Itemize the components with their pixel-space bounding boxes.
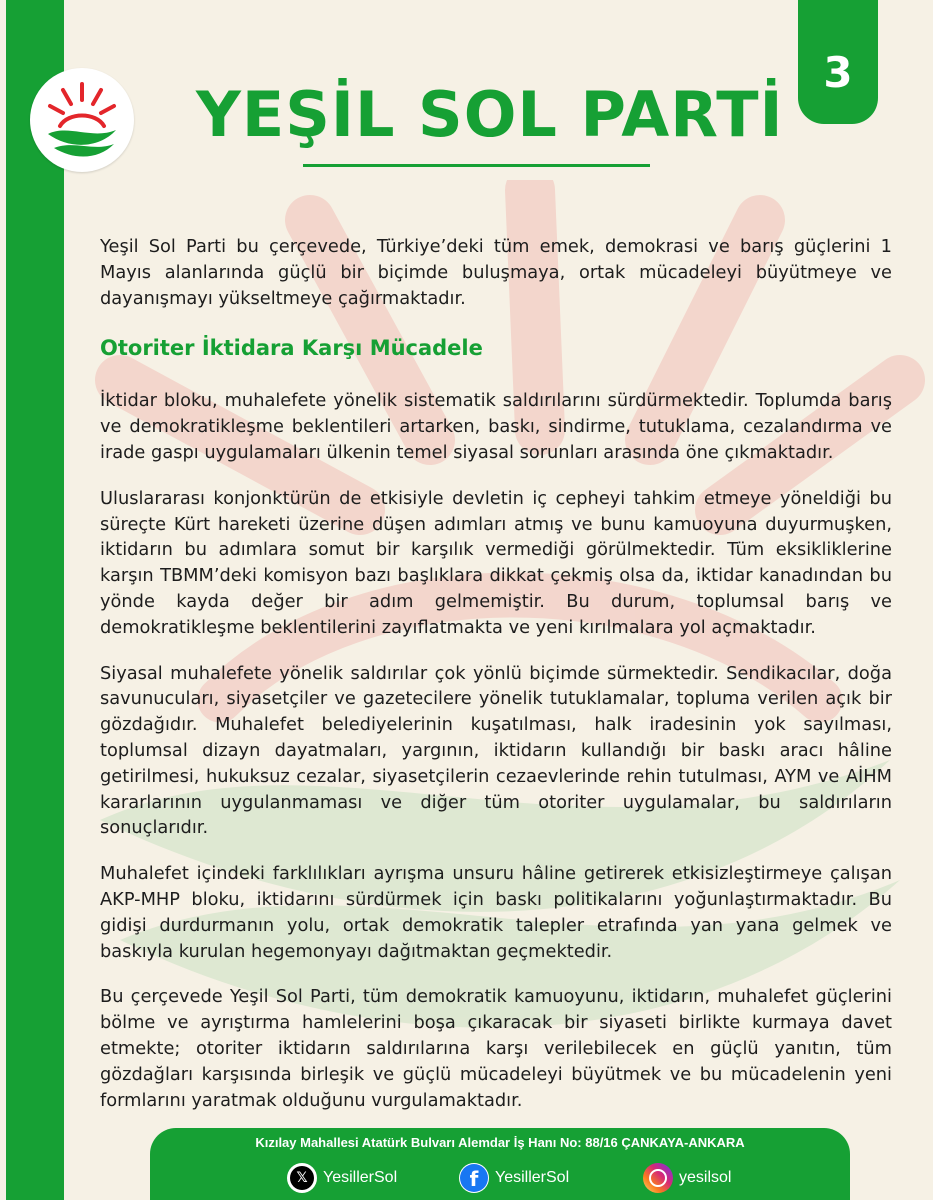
section-heading: Otoriter İktidara Karşı Mücadele — [100, 336, 483, 361]
social-instagram[interactable] — [643, 1162, 731, 1194]
body-paragraph: Siyasal muhalefete yönelik saldırılar çok yönlü biçimde sürmektedir. Sendikacılar, doğa savunucuları, siyasetçiler ve gazetecilere yönelik tutuklamalar, topluma verilen açık bir gözdağıdır. Muhalefet belediyelerinin kuşatılması, halk iradesinin yok sayılması, toplumsal dizayn dayatmaları, yargının, iktidarın kullandığı bir baskı aracı hâline getirilmesi, hukuksuz cezalar, siyasetçilerin cezaevlerinde rehin tutulması, AYM ve AİHM kararlarının uygulanmaması ve diğer tüm otoriter uygulamalar, bu saldırıların sonuçlarıdır. — [100, 662, 892, 839]
party-logo — [30, 68, 134, 172]
instagram-handle: yesilsol — [679, 1169, 732, 1186]
facebook-handle: YesillerSol — [495, 1169, 570, 1186]
footer-address: Kızılay Mahallesi Atatürk Bulvarı Alemdar İş Hanı No: 88/16 ÇANKAYA-ANKARA — [255, 1135, 745, 1150]
intro-paragraph: Yeşil Sol Parti bu çerçevede, Türkiye’deki tüm emek, demokrasi ve barış güçlerini 1 Mayıs alanlarında güçlü bir biçimde buluşmaya, ortak mücadeleyi büyütmeye ve dayanışmayı yükseltmeye çağırmaktadır. — [100, 236, 892, 309]
social-x[interactable] — [287, 1162, 397, 1194]
title-underline — [303, 164, 650, 167]
x-icon: 𝕏 — [287, 1163, 317, 1193]
body-paragraph: Muhalefet içindeki farklılıkları ayrışma unsuru hâline getirerek etkisizleştirmeye çalışan AKP-MHP bloku, iktidarını sürdürmek için baskı politikalarını yoğunlaştırmaktadır. Bu gidişi durdurmanın yolu, ortak demokratik talepler etrafında yan yana gelmek ve baskıyla kurulan hegemonyayı dağıtmaktan geçmektedir. — [100, 863, 892, 962]
page-number: 3 — [798, 0, 878, 124]
footer-bar — [150, 1128, 850, 1200]
body-paragraph: Uluslararası konjonktürün de etkisiyle devletin iç cepheyi tahkim etmeye yöneldiği bu süreçte Kürt hareketi üzerine düşen adımları atmış ve bunu kamuoyuna duyurmuşken, iktidarın bu adımlara somut bir karşılık vermediği görülmektedir. Tüm eksikliklerine karşın TBMM’deki komisyon bazı başlıklara dikkat çekmiş olsa da, iktidar kanadından bu yönde kayda değer bir adım gelmemiştir. Bu durum, toplumsal barış ve demokratikleşme beklentilerini zayıflatmakta ve yeni kırılmalara yol açmaktadır. — [100, 487, 892, 638]
sun-leaf-logo-icon — [30, 68, 134, 172]
body-paragraph: Bu çerçevede Yeşil Sol Parti, tüm demokratik kamuoyunu, iktidarın, muhalefet güçlerini bölme ve ayrıştırma hamlelerini boşa çıkaracak bir siyaseti birlikte kurmaya davet etmekte; otoriter iktidarın saldırılarına karşı verilebilecek en güçlü yanıtın, tüm gözdağları karşısında birleşik ve güçlü mücadeleyi büyütmek ve bu mücadelenin yeni formlarını yaratmak olduğunu vurgulamaktadır. — [100, 986, 892, 1111]
party-title: YEŞİL SOL PARTİ — [196, 78, 784, 151]
left-green-band — [6, 0, 64, 1200]
document-body — [100, 234, 892, 1133]
x-handle: YesillerSol — [323, 1169, 398, 1186]
facebook-icon: f — [459, 1163, 489, 1193]
social-facebook[interactable] — [459, 1162, 569, 1194]
body-paragraph: İktidar bloku, muhalefete yönelik sistematik saldırılarını sürdürmektedir. Toplumda barış ve demokratikleşme beklentileri artarken, baskı, sindirme, tutuklama, cezalandırma ve irade gaspı uygulamaları ülkenin temel siyasal sorunları arasında öne çıkmaktadır. — [100, 390, 892, 463]
instagram-icon — [643, 1163, 673, 1193]
